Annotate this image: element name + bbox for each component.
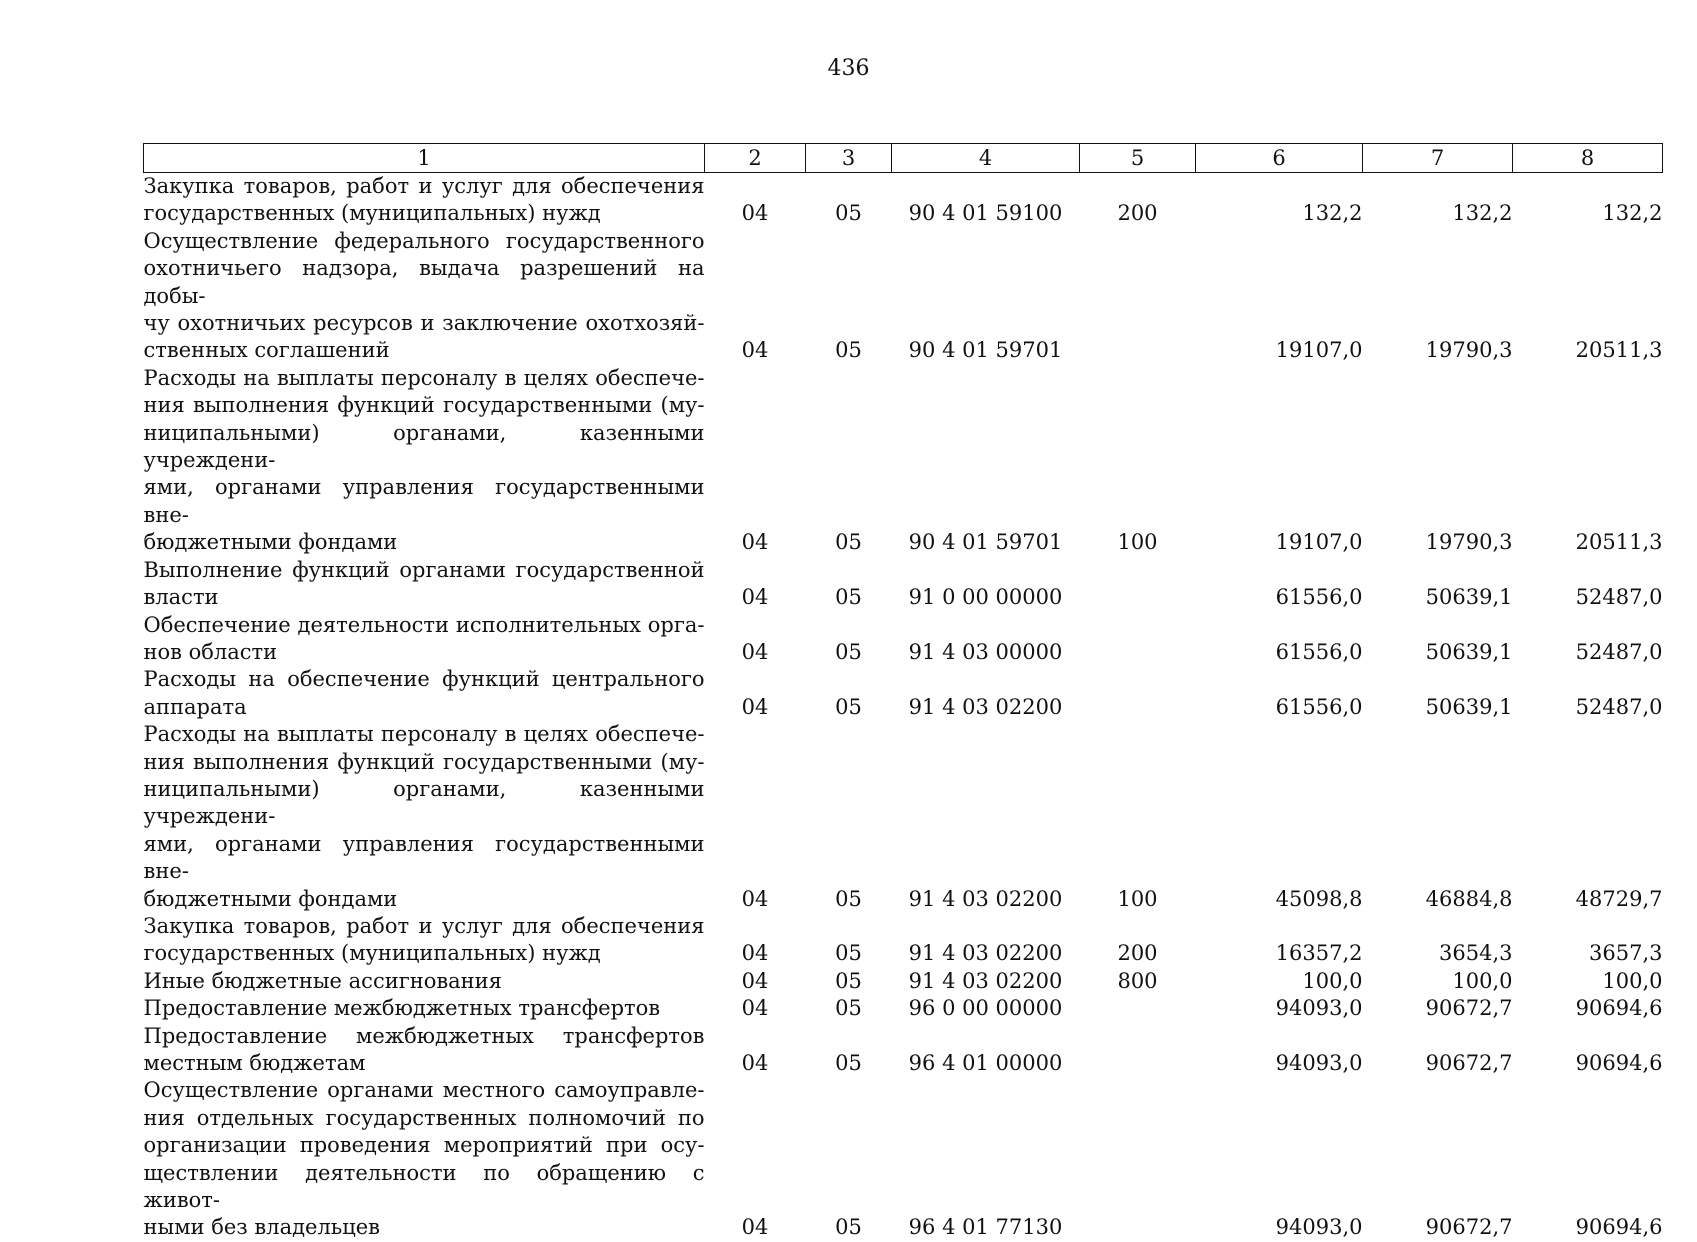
description-line: аппарата (143, 694, 247, 719)
expense-type-code: 800 (1117, 968, 1158, 993)
target-article-code: 91 0 00 00000 (908, 585, 1063, 610)
amount-year-3: 90694,6 (1575, 1051, 1663, 1075)
description-line: Предоставление межбюджетных трансфертов (143, 1023, 705, 1048)
amount-year-2: 90672,7 (1425, 1215, 1513, 1240)
table-row (144, 228, 1663, 365)
description-line: ными без владельцев (143, 1215, 380, 1240)
description-line: Предоставление межбюджетных трансфертов (143, 996, 661, 1021)
amount-year-3: 3657,3 (1589, 941, 1663, 966)
subsection-code: 05 (835, 694, 862, 719)
table-row (144, 1023, 1663, 1078)
amount-year-2: 50639,1 (1425, 585, 1513, 610)
description-line: ями, органами управления государственными вне- (143, 831, 705, 884)
amount-year-1: 45098,8 (1275, 886, 1363, 911)
amount-year-2: 100,0 (1452, 968, 1513, 993)
target-article-code: 96 0 00 00000 (908, 996, 1063, 1021)
target-article-code: 96 4 01 77130 (908, 1215, 1063, 1240)
table-row (144, 968, 1663, 995)
column-header: 4 (892, 144, 1080, 173)
subsection-code: 05 (835, 639, 862, 664)
description-line: Выполнение функций органами государственной (143, 557, 705, 582)
description-line: Расходы на обеспечение функций центрального (143, 667, 705, 692)
description-line: ями, органами управления государственными вне- (143, 475, 705, 527)
expense-type-code (1080, 557, 1196, 612)
column-header: 5 (1080, 144, 1196, 173)
column-header: 8 (1513, 144, 1663, 173)
description-line: Закупка товаров, работ и услуг для обеспечения (143, 913, 705, 938)
subsection-code: 05 (835, 941, 862, 966)
amount-year-1: 94093,0 (1275, 1051, 1363, 1075)
subsection-code: 05 (835, 530, 862, 555)
description-line: Обеспечение деятельности исполнительных орга- (143, 612, 705, 637)
target-article-code: 90 4 01 59701 (908, 530, 1063, 555)
row-description (144, 666, 705, 721)
table-row (144, 612, 1663, 667)
description-line: охотничьего надзора, выдача разрешений на добы- (143, 256, 705, 308)
amount-year-1: 61556,0 (1275, 585, 1363, 610)
description-line: ния выполнения функций государственными (му- (143, 393, 705, 418)
expense-type-code: 200 (1117, 201, 1158, 226)
expense-type-code (1080, 1023, 1196, 1078)
column-header: 2 (705, 144, 806, 173)
amount-year-3: 52487,0 (1575, 585, 1663, 610)
description-line: ственных соглашений (143, 338, 390, 363)
column-header: 3 (806, 144, 892, 173)
amount-year-1: 61556,0 (1275, 639, 1363, 664)
amount-year-2: 19790,3 (1425, 530, 1513, 555)
description-line: Иные бюджетные ассигнования (143, 968, 502, 993)
amount-year-3: 90694,6 (1575, 1215, 1663, 1240)
table-row (144, 1077, 1663, 1241)
table-row (144, 721, 1663, 913)
table-row (144, 913, 1663, 968)
target-article-code: 91 4 03 00000 (908, 639, 1063, 664)
amount-year-2: 90672,7 (1425, 1051, 1513, 1075)
target-article-code: 96 4 01 00000 (908, 1051, 1063, 1075)
expense-type-code: 200 (1117, 941, 1158, 966)
amount-year-1: 16357,2 (1275, 941, 1363, 966)
table-body (144, 173, 1663, 1242)
column-header: 7 (1363, 144, 1513, 173)
section-code: 04 (741, 968, 769, 993)
subsection-code: 05 (835, 201, 862, 226)
description-line: чу охотничьих ресурсов и заключение охотхозяй- (143, 311, 705, 336)
expense-type-code: 100 (1117, 530, 1158, 555)
row-description (144, 612, 705, 667)
expense-type-code (1080, 995, 1196, 1022)
description-line: Закупка товаров, работ и услуг для обеспечения (143, 174, 705, 198)
subsection-code: 05 (835, 1215, 862, 1240)
section-code: 04 (741, 338, 769, 363)
description-line: Осуществление органами местного самоуправле- (143, 1078, 705, 1103)
section-code: 04 (741, 1215, 769, 1240)
target-article-code: 91 4 03 02200 (908, 941, 1063, 966)
target-article-code: 90 4 01 59100 (908, 201, 1063, 226)
amount-year-3: 132,2 (1602, 201, 1663, 226)
row-description (144, 968, 705, 995)
section-code: 04 (741, 585, 769, 610)
table-row (144, 666, 1663, 721)
description-line: ниципальными) органами, казенными учреждени- (143, 420, 705, 473)
amount-year-2: 50639,1 (1425, 639, 1513, 664)
amount-year-1: 19107,0 (1275, 338, 1363, 363)
row-description (144, 365, 705, 557)
row-description (144, 995, 705, 1022)
amount-year-2: 90672,7 (1425, 996, 1513, 1021)
amount-year-3: 52487,0 (1575, 639, 1663, 664)
description-line: местным бюджетам (143, 1051, 366, 1075)
table-header-row (144, 144, 1663, 173)
table-row (144, 557, 1663, 612)
row-description (144, 557, 705, 612)
description-line: ниципальными) органами, казенными учреждени- (143, 776, 705, 829)
description-line: ния выполнения функций государственными (му- (143, 749, 705, 774)
table-row (144, 365, 1663, 557)
amount-year-2: 50639,1 (1425, 694, 1513, 719)
description-line: государственных (муниципальных) нужд (143, 201, 601, 226)
section-code: 04 (741, 694, 769, 719)
section-code: 04 (741, 886, 769, 911)
description-line: Осуществление федерального государственного (143, 228, 705, 253)
row-description (144, 173, 705, 228)
subsection-code: 05 (835, 338, 862, 363)
column-header: 1 (144, 144, 705, 173)
description-line: государственных (муниципальных) нужд (143, 941, 601, 966)
table-row (144, 995, 1663, 1022)
description-line: бюджетными фондами (143, 530, 398, 555)
description-line: Расходы на выплаты персоналу в целях обеспече- (143, 722, 705, 747)
amount-year-2: 132,2 (1452, 201, 1513, 226)
expense-type-code (1080, 1077, 1196, 1241)
amount-year-1: 132,2 (1302, 201, 1363, 226)
amount-year-2: 19790,3 (1425, 338, 1513, 363)
amount-year-3: 90694,6 (1575, 996, 1663, 1021)
target-article-code: 91 4 03 02200 (908, 886, 1063, 911)
amount-year-1: 94093,0 (1275, 996, 1363, 1021)
description-line: бюджетными фондами (143, 886, 398, 911)
amount-year-1: 94093,0 (1275, 1215, 1363, 1240)
row-description (144, 1077, 705, 1241)
subsection-code: 05 (835, 996, 862, 1021)
amount-year-1: 19107,0 (1275, 530, 1363, 555)
section-code: 04 (741, 941, 769, 966)
amount-year-3: 48729,7 (1575, 886, 1663, 911)
table-row (144, 173, 1663, 228)
expense-type-code (1080, 612, 1196, 667)
section-code: 04 (741, 530, 769, 555)
target-article-code: 91 4 03 02200 (908, 694, 1063, 719)
row-description (144, 1023, 705, 1078)
amount-year-2: 3654,3 (1439, 941, 1513, 966)
page-number: 436 (827, 56, 870, 81)
description-line: Расходы на выплаты персоналу в целях обеспече- (143, 365, 705, 390)
row-description (144, 721, 705, 913)
expense-type-code (1080, 228, 1196, 365)
amount-year-3: 100,0 (1602, 968, 1663, 993)
amount-year-1: 100,0 (1302, 968, 1363, 993)
amount-year-2: 46884,8 (1425, 886, 1513, 911)
target-article-code: 91 4 03 02200 (908, 968, 1063, 993)
row-description (144, 913, 705, 968)
section-code: 04 (741, 201, 769, 226)
description-line: организации проведения мероприятий при осу- (143, 1133, 705, 1158)
budget-table (143, 143, 1663, 1242)
description-line: власти (143, 585, 219, 610)
expense-type-code (1080, 666, 1196, 721)
description-line: ществлении деятельности по обращению с живот- (143, 1160, 705, 1213)
section-code: 04 (741, 639, 769, 664)
subsection-code: 05 (835, 886, 862, 911)
target-article-code: 90 4 01 59701 (908, 338, 1063, 363)
subsection-code: 05 (835, 1051, 862, 1075)
column-header: 6 (1196, 144, 1363, 173)
expense-type-code: 100 (1117, 886, 1158, 911)
section-code: 04 (741, 996, 769, 1021)
description-line: ния отдельных государственных полномочий по (143, 1105, 705, 1130)
subsection-code: 05 (835, 585, 862, 610)
amount-year-3: 52487,0 (1575, 694, 1663, 719)
subsection-code: 05 (835, 968, 862, 993)
amount-year-3: 20511,3 (1575, 530, 1663, 555)
amount-year-1: 61556,0 (1275, 694, 1363, 719)
section-code: 04 (741, 1051, 769, 1075)
row-description (144, 228, 705, 365)
description-line: нов области (143, 639, 278, 664)
amount-year-3: 20511,3 (1575, 338, 1663, 363)
